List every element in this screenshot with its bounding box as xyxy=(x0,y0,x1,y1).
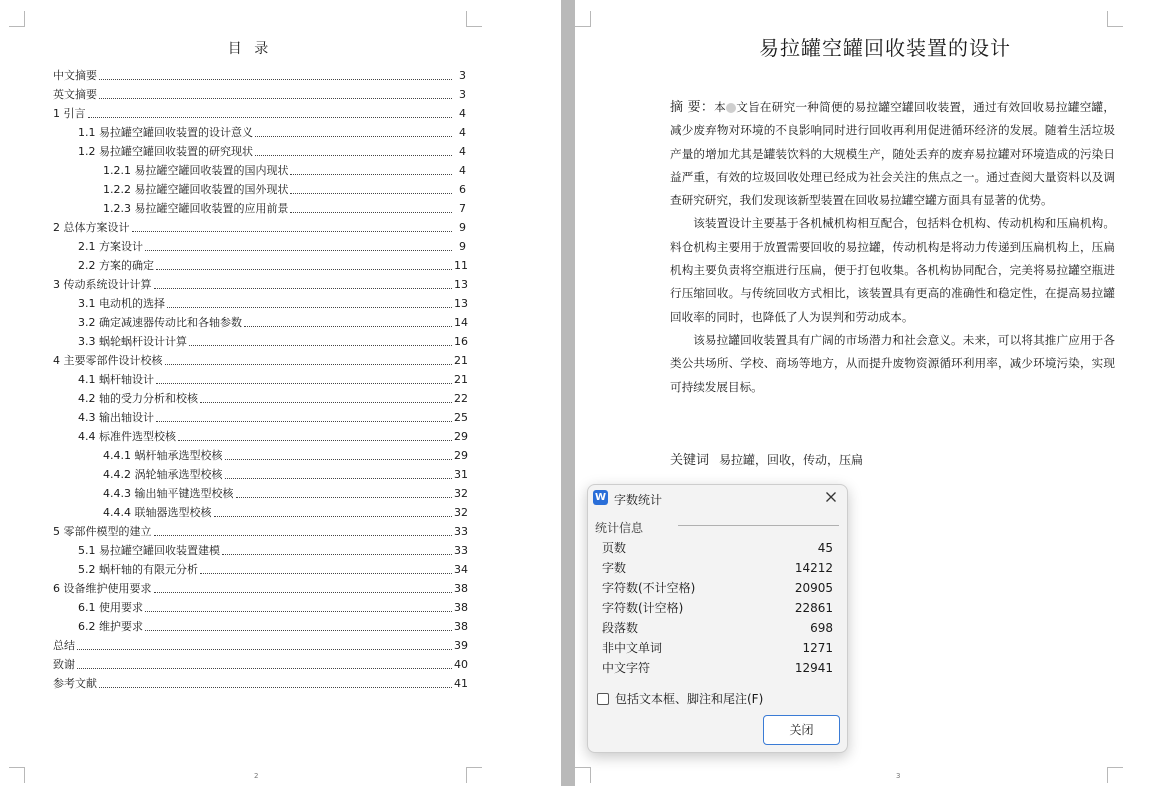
toc-entry-page: 38 xyxy=(454,582,468,595)
toc-entry-title: 4.4.2 涡轮轴承选型校核 xyxy=(103,468,223,481)
toc-entry-title: 4.2 轴的受力分析和校核 xyxy=(78,392,198,405)
toc-leader-dots xyxy=(145,630,452,631)
toc-entry[interactable] xyxy=(53,216,466,235)
toc-leader-dots xyxy=(154,592,453,593)
crop-mark xyxy=(1107,767,1123,783)
toc-leader-dots xyxy=(290,193,452,194)
toc-entry[interactable] xyxy=(53,273,466,292)
toc-leader-dots xyxy=(214,516,453,517)
toc-entry-title: 5.1 易拉罐空罐回收装置建模 xyxy=(78,544,220,557)
toc-entry-page: 21 xyxy=(454,373,468,386)
toc-leader-dots xyxy=(156,383,452,384)
toc-entry[interactable] xyxy=(53,463,466,482)
toc-leader-dots xyxy=(145,250,452,251)
toc-leader-dots xyxy=(200,402,452,403)
toc-entry-title: 2.1 方案设计 xyxy=(78,240,143,253)
toc-leader-dots xyxy=(178,440,452,441)
statistic-row xyxy=(602,598,833,618)
statistic-row xyxy=(602,578,833,598)
toc-entry[interactable] xyxy=(53,159,466,178)
dialog-titlebar[interactable] xyxy=(588,485,847,513)
statistic-value: 45 xyxy=(817,541,833,555)
statistic-value: 20905 xyxy=(794,581,833,595)
statistic-label: 字符数(不计空格) xyxy=(602,581,696,595)
toc-entry-page: 4 xyxy=(459,145,466,158)
toc-entry-title: 4.4.3 输出轴平键选型校核 xyxy=(103,487,234,500)
toc-leader-dots xyxy=(77,668,452,669)
toc-entry-page: 21 xyxy=(454,354,468,367)
toc-entry[interactable] xyxy=(53,406,466,425)
statistic-row xyxy=(602,618,833,638)
toc-entry-title: 4.4.4 联轴器选型校核 xyxy=(103,506,212,519)
toc-entry-title: 6 设备维护使用要求 xyxy=(53,582,152,595)
toc-entry-title: 6.2 维护要求 xyxy=(78,620,143,633)
toc-entry-title: 5.2 蜗杆轴的有限元分析 xyxy=(78,563,198,576)
toc-entry-page: 16 xyxy=(454,335,468,348)
statistic-label: 中文字符 xyxy=(602,661,651,675)
toc-entry-page: 11 xyxy=(454,259,468,272)
toc-entry-title: 4.4 标准件选型校核 xyxy=(78,430,176,443)
toc-leader-dots xyxy=(255,136,452,137)
toc-entry[interactable] xyxy=(53,254,466,273)
toc-leader-dots xyxy=(99,79,452,80)
toc-entry-title: 1.2.1 易拉罐空罐回收装置的国内现状 xyxy=(103,164,289,177)
toc-leader-dots xyxy=(99,687,452,688)
toc-entry-page: 3 xyxy=(459,69,466,82)
toc-entry[interactable] xyxy=(53,577,466,596)
toc-entry-title: 1.2.3 易拉罐空罐回收装置的应用前景 xyxy=(103,202,289,215)
toc-entry[interactable] xyxy=(53,102,466,121)
toc-entry-page: 13 xyxy=(454,297,468,310)
page-number: 3 xyxy=(896,772,901,780)
toc-entry[interactable] xyxy=(53,330,466,349)
word-count-dialog xyxy=(587,484,848,753)
statistic-row xyxy=(602,638,833,658)
crop-mark xyxy=(466,11,482,27)
toc-entry[interactable] xyxy=(53,634,466,653)
document-title: 易拉罐空罐回收装置的设计 xyxy=(759,36,1011,60)
abstract-paragraph: 该易拉罐回收装置具有广阔的市场潜力和社会意义。未来，可以将其推广应用于各类公共场所、学校、商场等地方，从而提升废物资源循环利用率，减少环境污染，实现可持续发展目标。 xyxy=(670,332,1115,394)
crop-mark xyxy=(575,767,591,783)
toc-entry-page: 33 xyxy=(454,525,468,538)
toc-entry-title: 英文摘要 xyxy=(53,88,97,101)
abstract-label: 摘 要： xyxy=(670,100,715,115)
keywords-value: 易拉罐，回收，传动，压扁 xyxy=(719,453,864,467)
toc-leader-dots xyxy=(145,611,452,612)
toc-entry[interactable] xyxy=(53,539,466,558)
toc-entry-page: 4 xyxy=(459,164,466,177)
toc-entry-title: 3.2 确定减速器传动比和各轴参数 xyxy=(78,316,242,329)
toc-entry-page: 6 xyxy=(459,183,466,196)
page-gutter xyxy=(561,0,575,786)
toc-entry[interactable] xyxy=(53,387,466,406)
toc-entry[interactable] xyxy=(53,653,466,672)
toc-entry-page: 9 xyxy=(459,221,466,234)
toc-leader-dots xyxy=(189,345,452,346)
toc-entry-page: 38 xyxy=(454,601,468,614)
toc-entry-title: 4 主要零部件设计校核 xyxy=(53,354,163,367)
toc-entry[interactable] xyxy=(53,482,466,501)
toc-entry-page: 32 xyxy=(454,487,468,500)
toc-leader-dots xyxy=(236,497,453,498)
toc-entry[interactable] xyxy=(53,501,466,520)
crop-mark xyxy=(575,11,591,27)
dialog-title: 字数统计 xyxy=(614,493,663,507)
toc-entry-page: 4 xyxy=(459,126,466,139)
toc-entry-page: 40 xyxy=(454,658,468,671)
toc-leader-dots xyxy=(132,231,453,232)
toc-entry[interactable] xyxy=(53,349,466,368)
toc-leader-dots xyxy=(255,155,452,156)
close-icon[interactable] xyxy=(823,489,839,505)
keywords-label: 关键词 xyxy=(670,453,710,468)
toc-entry-title: 总结 xyxy=(53,639,75,652)
toc-leader-dots xyxy=(290,174,452,175)
abstract-body xyxy=(670,96,1115,399)
toc-entry-page: 25 xyxy=(454,411,468,424)
statistic-label: 段落数 xyxy=(602,621,639,635)
statistic-row xyxy=(602,658,833,678)
toc-list xyxy=(53,64,466,691)
crop-mark xyxy=(9,11,25,27)
toc-entry-page: 7 xyxy=(459,202,466,215)
abstract-paragraph: 摘 要：本 文旨在研究一种简便的易拉罐空罐回收装置，通过有效回收易拉罐空罐，减少废弃物对环境的不良影响同时进行回收再利用促进循环经济的发展。随着生活垃圾产量的增加尤其是罐装饮料的大规模生产，随处丢弃的废弃易拉罐对环境造成的污染日益严重，有效的垃圾回收处理已经成为社会关注的焦点之一。通过查阅大量资料以及调查研究研究，我们发现该新型装置在回收易拉罐空罐方面具有显著的优势。 xyxy=(670,100,1115,208)
toc-entry-title: 致谢 xyxy=(53,658,75,671)
toc-entry-title: 4.4.1 蜗杆轴承选型校核 xyxy=(103,449,223,462)
toc-entry[interactable] xyxy=(53,178,466,197)
statistic-value: 22861 xyxy=(794,601,833,615)
toc-leader-dots xyxy=(290,212,452,213)
toc-entry[interactable] xyxy=(53,615,466,634)
checkbox-label: 包括文本框、脚注和尾注(F) xyxy=(615,692,764,706)
toc-entry-page: 9 xyxy=(459,240,466,253)
toc-entry-title: 1.2.2 易拉罐空罐回收装置的国外现状 xyxy=(103,183,289,196)
statistic-value: 1271 xyxy=(802,641,833,655)
toc-leader-dots xyxy=(225,459,453,460)
toc-leader-dots xyxy=(156,421,452,422)
toc-entry-title: 5 零部件模型的建立 xyxy=(53,525,152,538)
statistic-value: 12941 xyxy=(794,661,833,675)
statistic-label: 页数 xyxy=(602,541,627,555)
include-textboxes-checkbox[interactable] xyxy=(597,690,763,707)
toc-entry-page: 3 xyxy=(459,88,466,101)
toc-entry[interactable] xyxy=(53,197,466,216)
statistic-value: 14212 xyxy=(794,561,833,575)
statistic-row xyxy=(602,538,833,558)
toc-entry-title: 1.1 易拉罐空罐回收装置的设计意义 xyxy=(78,126,253,139)
toc-entry[interactable] xyxy=(53,444,466,463)
toc-entry[interactable] xyxy=(53,235,466,254)
statistic-row xyxy=(602,558,833,578)
toc-entry[interactable] xyxy=(53,425,466,444)
toc-entry-page: 14 xyxy=(454,316,468,329)
toc-entry-page: 39 xyxy=(454,639,468,652)
crop-mark xyxy=(1107,11,1123,27)
toc-leader-dots xyxy=(156,269,452,270)
crop-mark xyxy=(9,767,25,783)
toc-entry-title: 6.1 使用要求 xyxy=(78,601,143,614)
toc-leader-dots xyxy=(222,554,452,555)
document-page-toc xyxy=(0,0,561,786)
statistics-table xyxy=(602,538,833,678)
toc-entry[interactable] xyxy=(53,140,466,159)
wps-writer-icon: W xyxy=(594,492,607,503)
toc-leader-dots xyxy=(244,326,452,327)
toc-leader-dots xyxy=(99,98,452,99)
abstract-paragraph: 该装置设计主要基于各机械机构相互配合，包括料仓机构、传动机构和压扁机构。料仓机构主要用于放置需要回收的易拉罐，传动机构是将动力传递到压扁机构上，压扁机构主要负责将空瓶进行压扁，便于打包收集。各机构协同配合，完美将易拉罐空瓶进行压缩回收。与传统回收方式相比，该装置具有更高的准确性和稳定性，在提高易拉罐回收率的同时，也降低了人为误判和劳动成本。 xyxy=(670,216,1115,324)
toc-entry[interactable] xyxy=(53,596,466,615)
toc-title: 目 录 xyxy=(227,41,273,57)
toc-entry-page: 13 xyxy=(454,278,468,291)
toc-entry-title: 4.1 蜗杆轴设计 xyxy=(78,373,154,386)
statistic-label: 字符数(计空格) xyxy=(602,601,684,615)
toc-entry[interactable] xyxy=(53,368,466,387)
toc-entry-title: 1.2 易拉罐空罐回收装置的研究现状 xyxy=(78,145,253,158)
toc-entry-title: 3 传动系统设计计算 xyxy=(53,278,152,291)
toc-entry-title: 中文摘要 xyxy=(53,69,97,82)
toc-leader-dots xyxy=(154,535,453,536)
toc-entry[interactable] xyxy=(53,64,466,83)
statistic-label: 非中文单词 xyxy=(602,641,663,655)
toc-entry-title: 3.1 电动机的选择 xyxy=(78,297,165,310)
toc-entry-title: 3.3 蜗轮蜗杆设计计算 xyxy=(78,335,187,348)
toc-leader-dots xyxy=(165,364,453,365)
toc-leader-dots xyxy=(154,288,453,289)
toc-entry-title: 1 引言 xyxy=(53,107,86,120)
redaction-blur xyxy=(726,103,736,113)
toc-leader-dots xyxy=(77,649,452,650)
toc-entry[interactable] xyxy=(53,672,466,691)
toc-entry[interactable] xyxy=(53,121,466,140)
toc-leader-dots xyxy=(225,478,453,479)
toc-entry-title: 参考文献 xyxy=(53,677,97,690)
toc-entry-page: 32 xyxy=(454,506,468,519)
toc-entry[interactable] xyxy=(53,311,466,330)
toc-entry-page: 22 xyxy=(454,392,468,405)
toc-leader-dots xyxy=(200,573,452,574)
statistic-value: 698 xyxy=(810,621,833,635)
toc-entry-page: 38 xyxy=(454,620,468,633)
toc-entry-title: 2 总体方案设计 xyxy=(53,221,130,234)
checkbox-box[interactable] xyxy=(597,693,609,705)
statistics-group-label: 统计信息 xyxy=(595,521,644,535)
toc-leader-dots xyxy=(88,117,453,118)
toc-entry[interactable] xyxy=(53,292,466,311)
toc-entry-page: 34 xyxy=(454,563,468,576)
toc-entry-page: 41 xyxy=(454,677,468,690)
toc-entry-page: 29 xyxy=(454,449,468,462)
toc-entry-page: 29 xyxy=(454,430,468,443)
toc-leader-dots xyxy=(167,307,452,308)
statistic-label: 字数 xyxy=(602,561,627,575)
toc-entry-title: 4.3 输出轴设计 xyxy=(78,411,154,424)
toc-entry[interactable] xyxy=(53,520,466,539)
toc-entry-title: 2.2 方案的确定 xyxy=(78,259,154,272)
toc-entry[interactable] xyxy=(53,83,466,102)
toc-entry-page: 33 xyxy=(454,544,468,557)
page-number: 2 xyxy=(254,772,259,780)
keywords-line xyxy=(670,449,863,468)
crop-mark xyxy=(466,767,482,783)
close-button[interactable]: 关闭 xyxy=(763,715,840,745)
toc-entry-page: 4 xyxy=(459,107,466,120)
toc-entry-page: 31 xyxy=(454,468,468,481)
toc-entry[interactable] xyxy=(53,558,466,577)
